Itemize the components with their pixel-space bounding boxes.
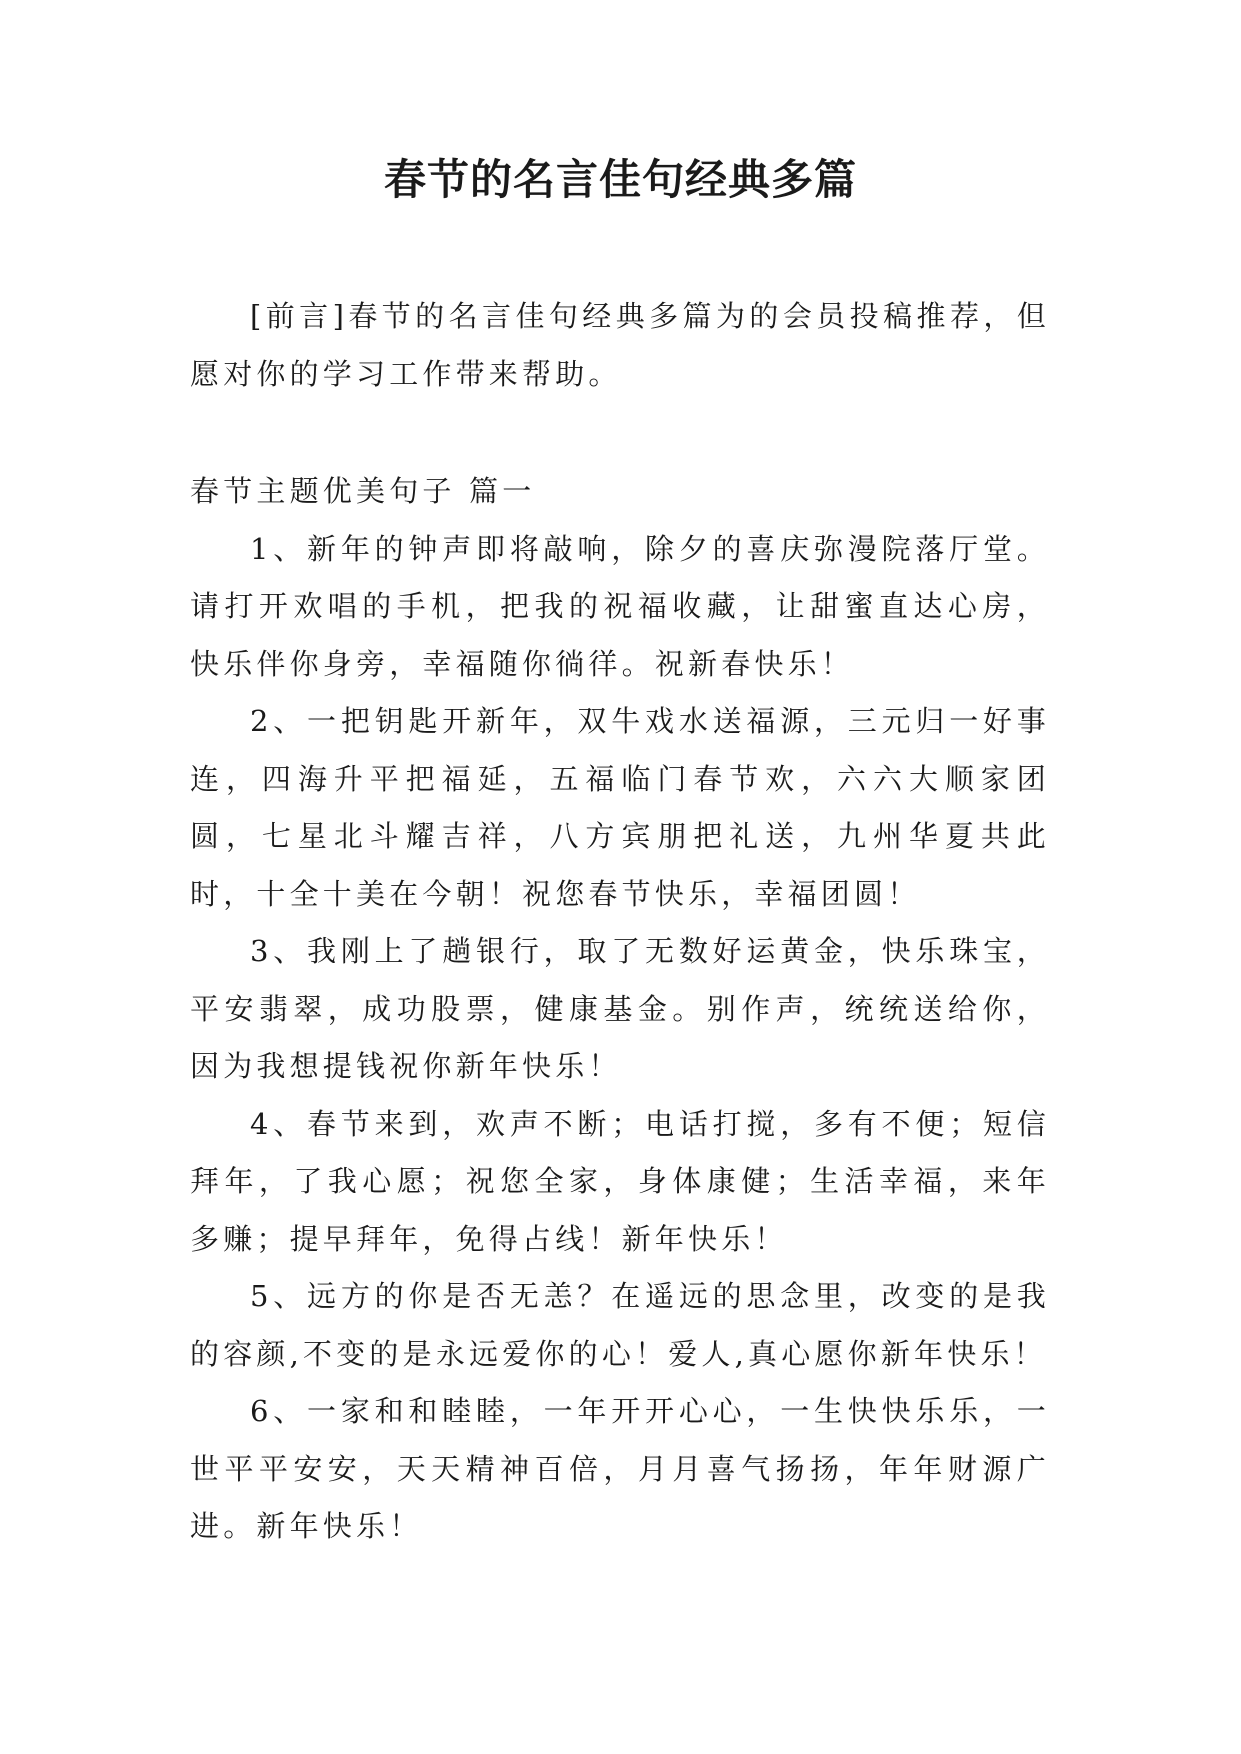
quote-item-3: 3、我刚上了趟银行，取了无数好运黄金，快乐珠宝，平安翡翠，成功股票，健康基金。别作声，统统送给你，因为我想提钱祝你新年快乐！ (190, 934, 1050, 1083)
quote-item-5: 5、远方的你是否无恙？在遥远的思念里，改变的是我的容颜,不变的是永远爱你的心！爱人,真心愿你新年快乐！ (190, 1279, 1050, 1371)
document-title: 春节的名言佳句经典多篇 (383, 155, 857, 204)
quote-item-1: 1、新年的钟声即将敲响，除夕的喜庆弥漫院落厅堂。请打开欢唱的手机，把我的祝福收藏，让甜蜜直达心房，快乐伴你身旁，幸福随你徜徉。祝新春快乐！ (190, 531, 1050, 681)
quote-item-4: 4、春节来到，欢声不断；电话打搅，多有不便；短信拜年，了我心愿；祝您全家，身体康健；生活幸福，来年多赚；提早拜年，免得占线！新年快乐！ (190, 1106, 1050, 1256)
intro-paragraph: [前言]春节的名言佳句经典多篇为的会员投稿推荐，但愿对你的学习工作带来帮助。 (190, 299, 1050, 391)
quote-item-2: 2、一把钥匙开新年，双牛戏水送福源，三元归一好事连，四海升平把福延，五福临门春节欢，六六大顺家团圆，七星北斗耀吉祥，八方宾朋把礼送，九州华夏共此时，十全十美在今朝！祝您春节快乐，幸福团圆！ (190, 704, 1050, 911)
section-heading: 春节主题优美句子 篇一 (190, 474, 536, 508)
document-body (190, 288, 1050, 1556)
quote-item-6: 6、一家和和睦睦，一年开开心心，一生快快乐乐，一世平平安安，天天精神百倍，月月喜气扬扬，年年财源广进。新年快乐！ (190, 1394, 1050, 1543)
